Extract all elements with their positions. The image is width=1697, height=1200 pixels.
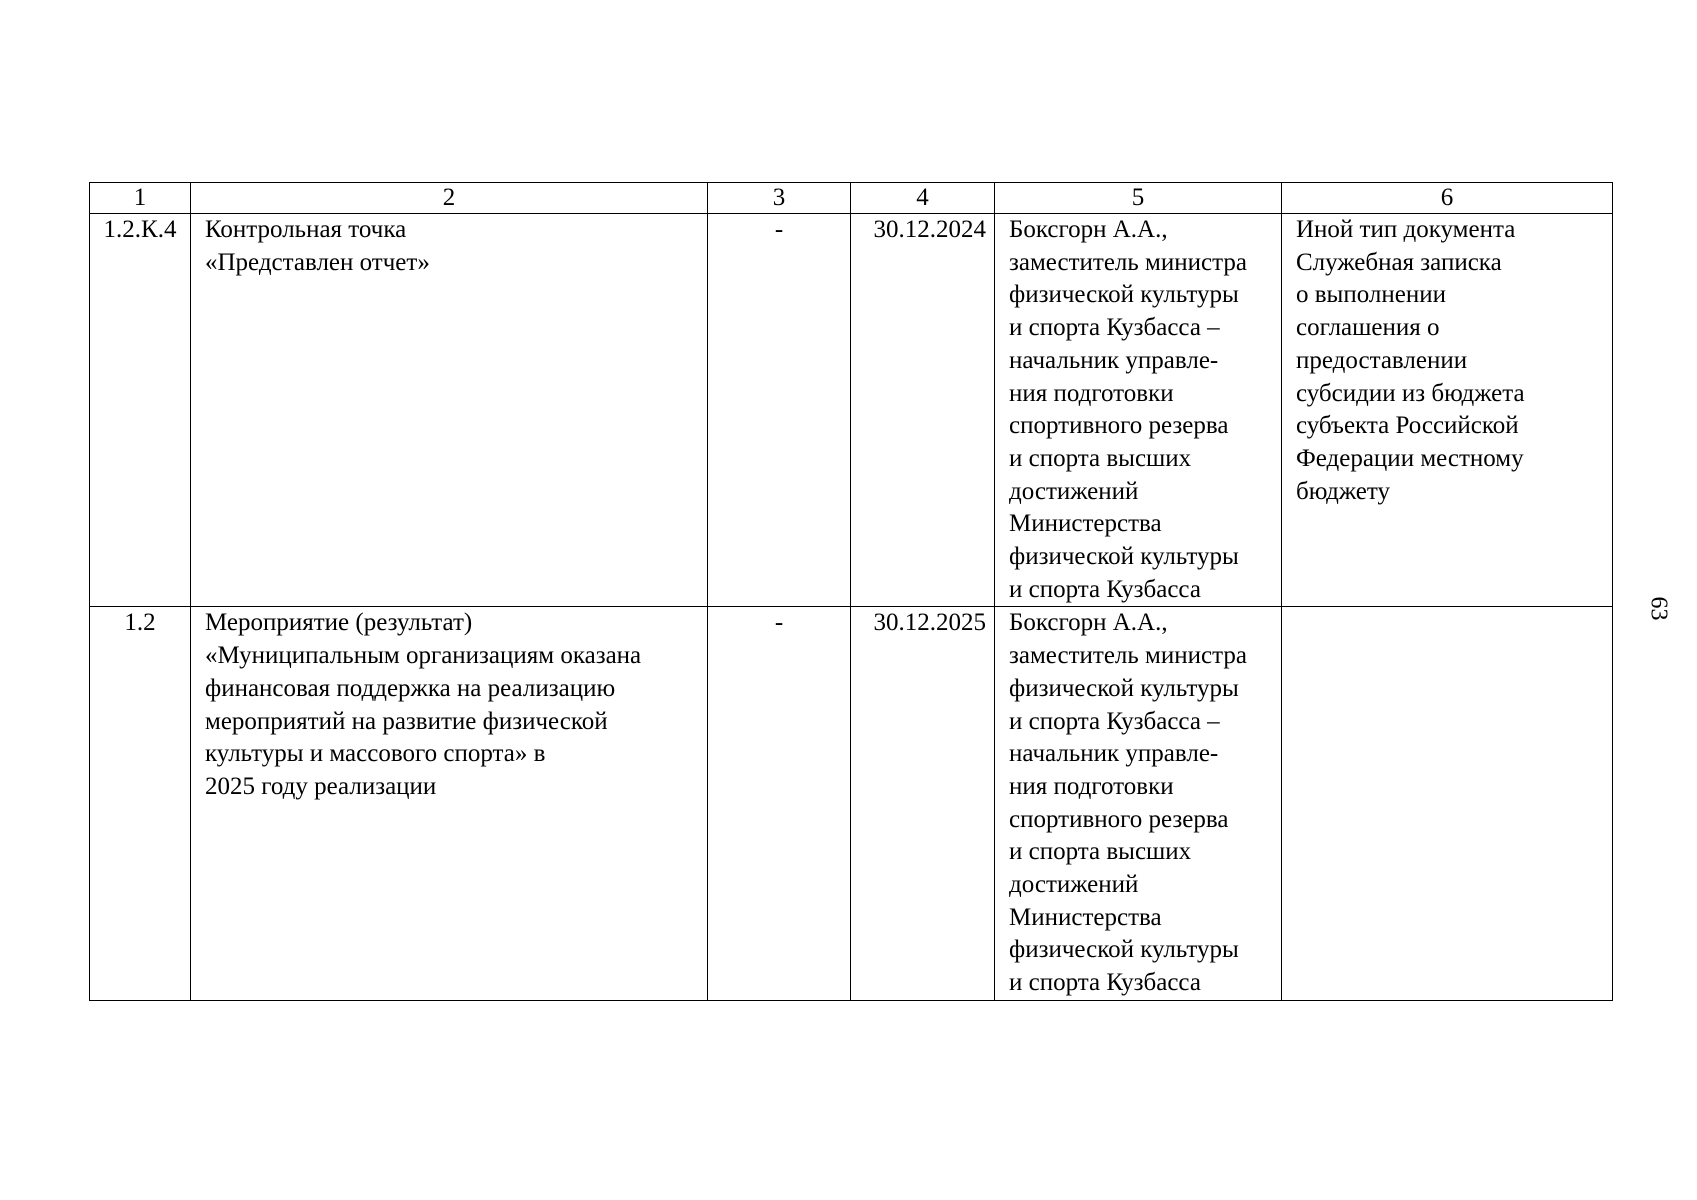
row-document-type <box>1282 607 1613 1000</box>
row-document-type: Иной тип документа Служебная записка о выполнении соглашения о предоставлении субсидии из бюджета субъекта Российской Федерации местному бюджету <box>1282 214 1613 607</box>
page-number: 63 <box>1645 596 1672 621</box>
row-column-3: - <box>708 214 851 607</box>
column-header-6: 6 <box>1282 183 1613 214</box>
plan-table <box>89 182 1613 1001</box>
row-date: 30.12.2025 <box>851 607 995 1000</box>
table-row <box>90 214 1613 607</box>
row-number: 1.2 <box>90 607 191 1000</box>
column-header-4: 4 <box>851 183 995 214</box>
row-date: 30.12.2024 <box>851 214 995 607</box>
row-description: Мероприятие (результат) «Муниципальным организациям оказана финансовая поддержка на реализацию мероприятий на развитие физической культуры и массового спорта» в 2025 году реализации <box>191 607 708 1000</box>
column-header-5: 5 <box>995 183 1282 214</box>
row-number: 1.2.К.4 <box>90 214 191 607</box>
column-header-3: 3 <box>708 183 851 214</box>
table-row <box>90 607 1613 1000</box>
row-column-3: - <box>708 607 851 1000</box>
column-header-2: 2 <box>191 183 708 214</box>
row-responsible: Боксгорн А.А., заместитель министра физической культуры и спорта Кузбасса – начальник управле- ния подготовки спортивного резерва и спорта высших достижений Министерства физической культуры и спорта Кузбасса <box>995 214 1282 607</box>
column-header-1: 1 <box>90 183 191 214</box>
row-description: Контрольная точка «Представлен отчет» <box>191 214 708 607</box>
header-row <box>90 183 1613 214</box>
row-responsible: Боксгорн А.А., заместитель министра физической культуры и спорта Кузбасса – начальник управле- ния подготовки спортивного резерва и спорта высших достижений Министерства физической культуры и спорта Кузбасса <box>995 607 1282 1000</box>
